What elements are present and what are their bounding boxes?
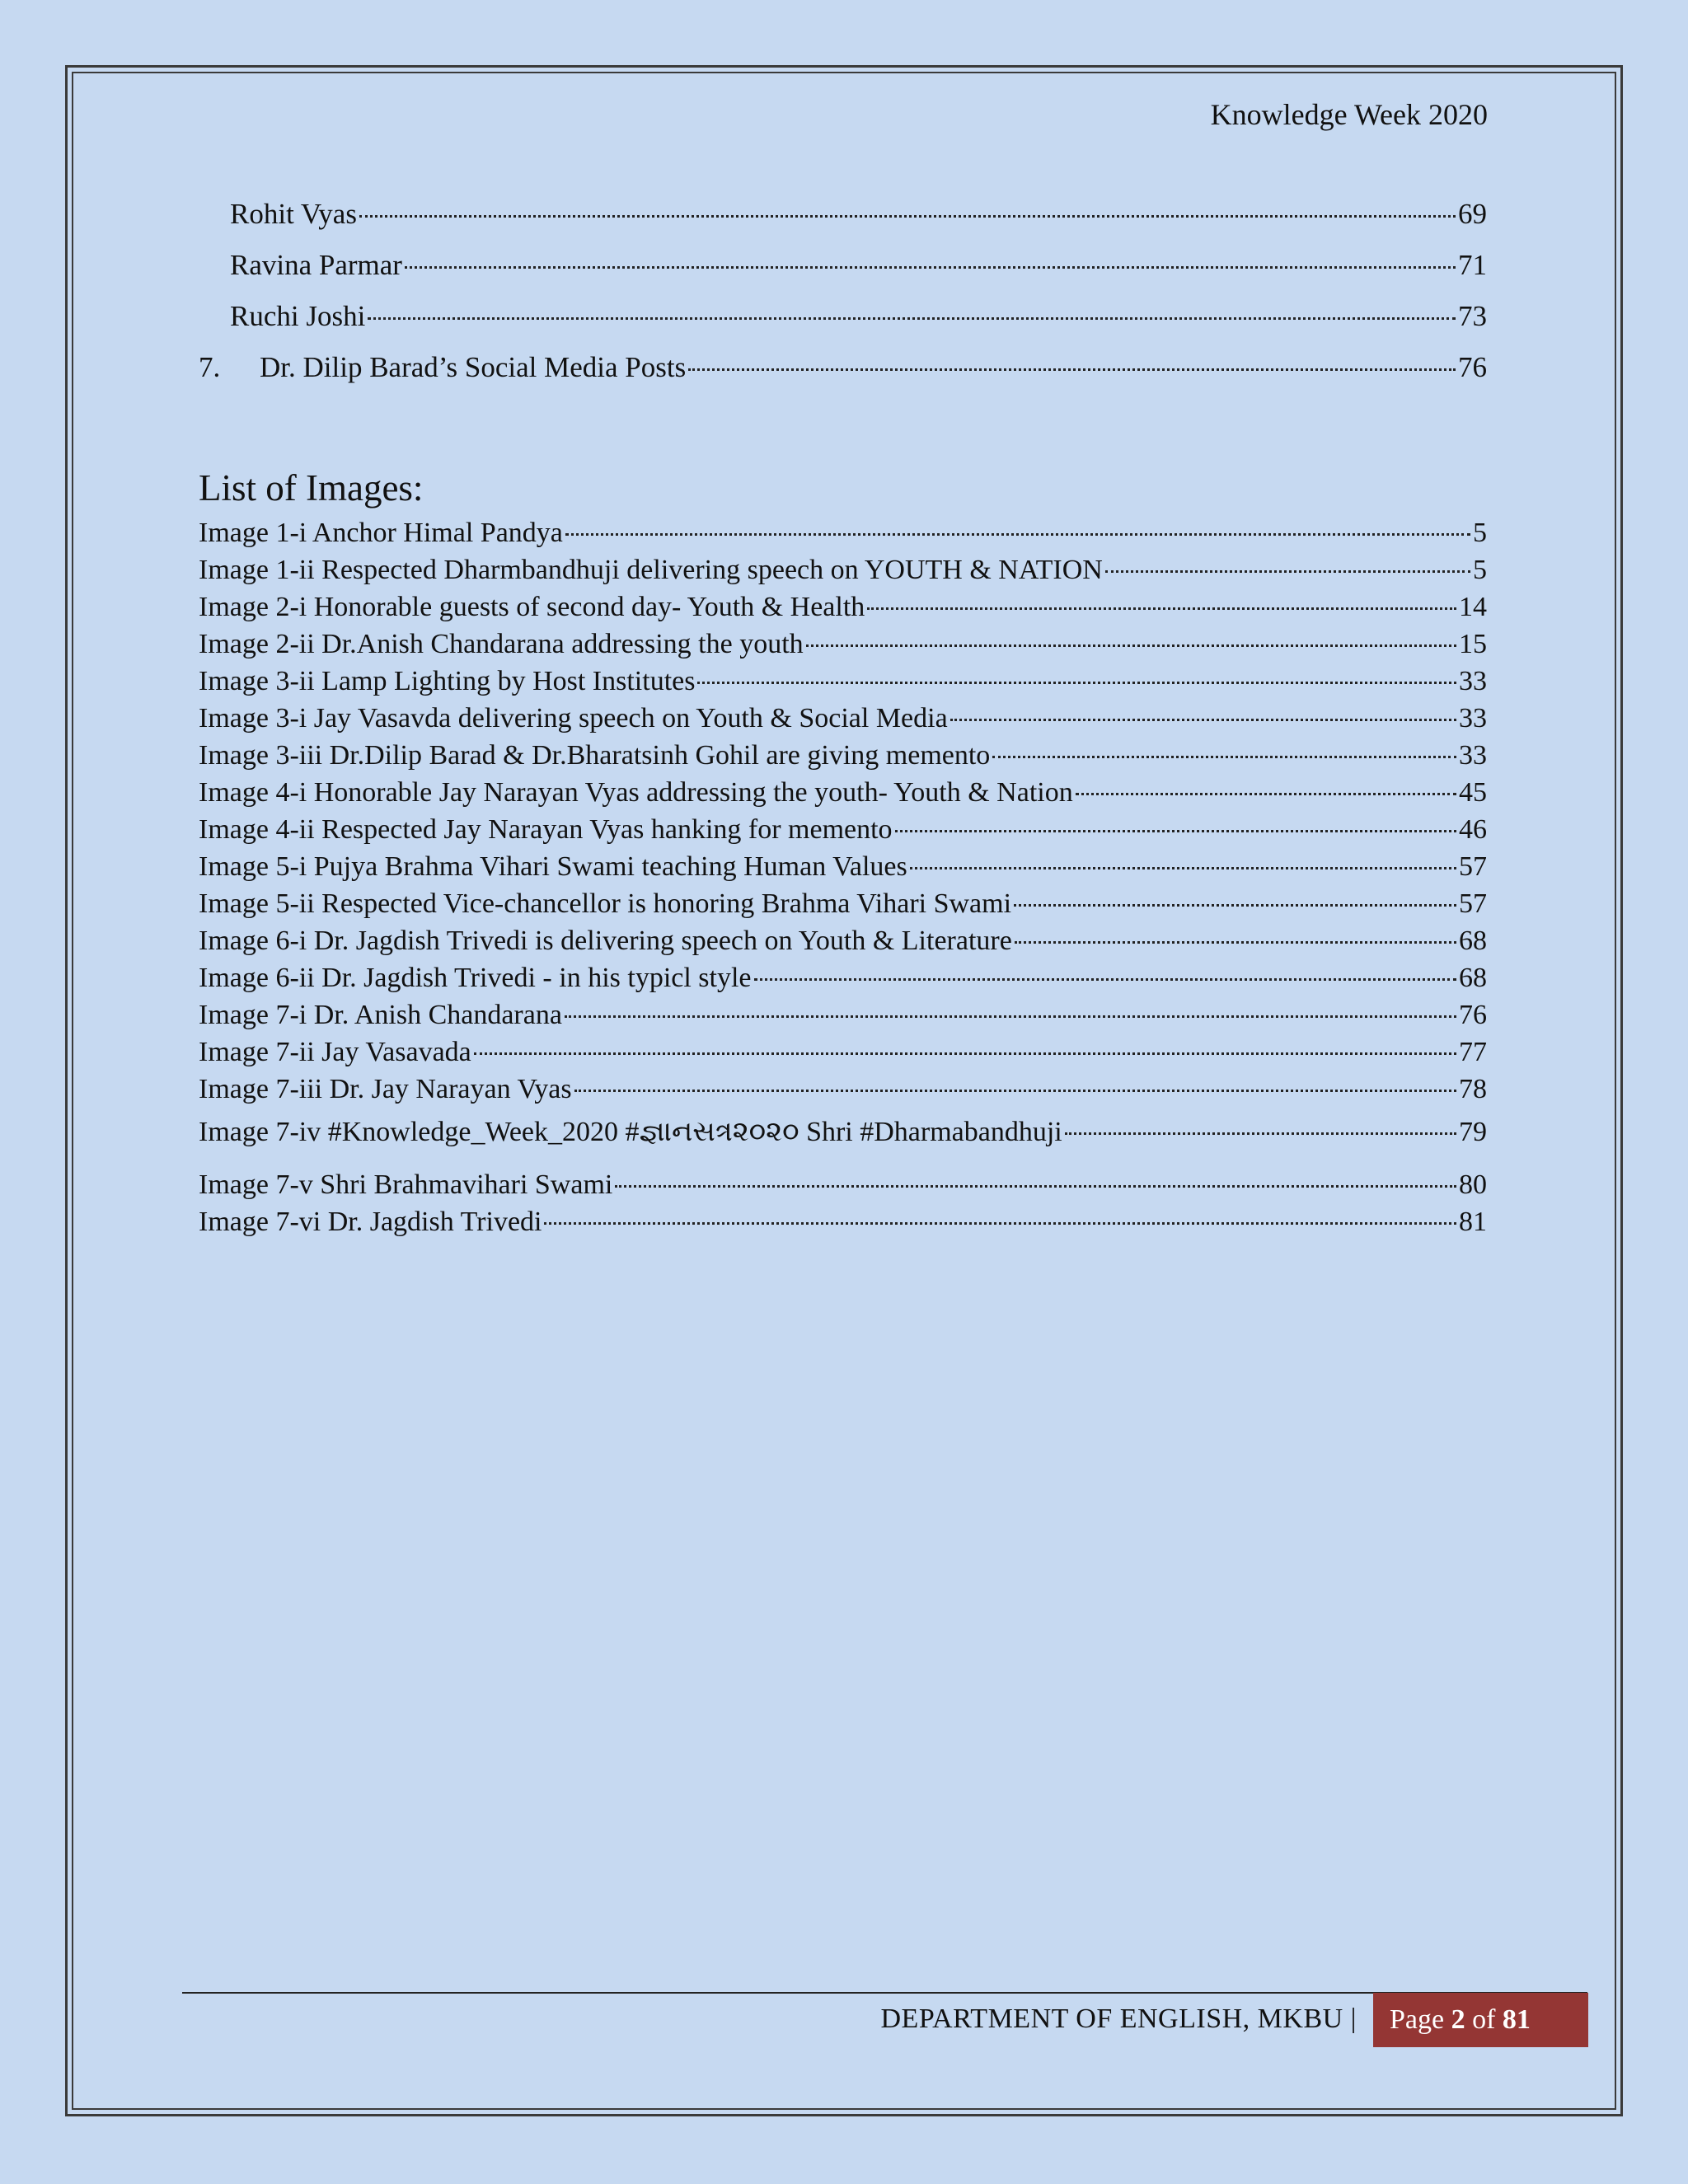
- image-entry-page: 33: [1459, 703, 1487, 733]
- image-entry-label: Image 3-i Jay Vasavda delivering speech on Youth & Social Media: [199, 703, 948, 733]
- image-list-entry[interactable]: [199, 518, 1487, 554]
- image-list-entry[interactable]: [199, 814, 1487, 851]
- toc-entry-label: Rohit Vyas: [230, 198, 357, 230]
- dot-leader: [754, 978, 1456, 981]
- image-list-entry[interactable]: [199, 1074, 1487, 1110]
- toc-entry[interactable]: [199, 249, 1487, 288]
- image-entry-page: 81: [1459, 1207, 1487, 1237]
- toc-entry[interactable]: [199, 300, 1487, 340]
- dot-leader: [359, 215, 1456, 218]
- image-entry-page: 78: [1459, 1074, 1487, 1104]
- dot-leader: [688, 368, 1456, 371]
- image-entry-page: 79: [1459, 1117, 1487, 1147]
- image-entry-label: Image 7-v Shri Brahmavihari Swami: [199, 1169, 613, 1200]
- dot-leader: [1076, 793, 1456, 795]
- total-pages-number: 81: [1502, 2004, 1531, 2035]
- dot-leader: [1065, 1132, 1456, 1135]
- image-entry-label: Image 5-i Pujya Brahma Vihari Swami teaching Human Values: [199, 851, 907, 882]
- dot-leader: [1105, 570, 1470, 573]
- page-word: Page: [1390, 2004, 1445, 2035]
- image-entry-page: 33: [1459, 666, 1487, 696]
- page-of-word: of: [1472, 2004, 1496, 2035]
- image-entry-label: Image 3-ii Lamp Lighting by Host Institutes: [199, 666, 696, 696]
- image-list-entry[interactable]: [199, 1037, 1487, 1073]
- toc-entry[interactable]: [199, 198, 1487, 237]
- image-entry-page: 45: [1459, 777, 1487, 808]
- toc-entry-label: Dr. Dilip Barad’s Social Media Posts: [260, 351, 687, 383]
- list-of-images-heading: List of Images:: [199, 467, 424, 509]
- image-entry-label: Image 1-ii Respected Dharmbandhuji delivering speech on YOUTH & NATION: [199, 555, 1103, 585]
- image-entry-page: 68: [1459, 963, 1487, 993]
- image-list-entry[interactable]: [199, 926, 1487, 962]
- image-entry-label: Image 6-i Dr. Jagdish Trivedi is delivering speech on Youth & Literature: [199, 926, 1012, 956]
- running-header: Knowledge Week 2020: [1210, 98, 1488, 131]
- image-entry-page: 14: [1459, 592, 1487, 622]
- image-list-entry[interactable]: [199, 592, 1487, 628]
- image-entry-label: Image 1-i Anchor Himal Pandya: [199, 518, 563, 548]
- image-entry-label: Image 7-ii Jay Vasavada: [199, 1037, 471, 1067]
- image-list-entry[interactable]: [199, 703, 1487, 739]
- image-entry-page: 68: [1459, 926, 1487, 956]
- image-entry-page: 46: [1459, 814, 1487, 845]
- image-entry-label: Image 2-i Honorable guests of second day- Youth & Health: [199, 592, 865, 622]
- image-entry-label: Image 3-iii Dr.Dilip Barad & Dr.Bharatsinh Gohil are giving memento: [199, 740, 991, 771]
- dot-leader: [405, 266, 1456, 269]
- image-list-entry[interactable]: [199, 555, 1487, 591]
- dot-leader: [565, 533, 1470, 536]
- image-entry-label: Image 4-ii Respected Jay Narayan Vyas hanking for memento: [199, 814, 893, 845]
- dot-leader: [697, 682, 1456, 684]
- page-number-badge: [1373, 1993, 1588, 2047]
- image-list-entry[interactable]: [199, 851, 1487, 888]
- dot-leader: [992, 756, 1456, 758]
- dot-leader: [544, 1222, 1456, 1225]
- image-entry-page: 15: [1459, 629, 1487, 659]
- dot-leader: [1014, 904, 1456, 907]
- current-page-number: 2: [1451, 2004, 1465, 2035]
- toc-entry-label: Ravina Parmar: [230, 249, 402, 281]
- dot-leader: [895, 830, 1456, 832]
- toc-entry-label: Ruchi Joshi: [230, 300, 366, 332]
- image-entry-page: 33: [1459, 740, 1487, 771]
- dot-leader: [867, 607, 1456, 610]
- image-entry-label: Image 7-iv #Knowledge_Week_2020 #જ્ઞાનસત્ર૨૦૨૦ Shri #Dharmabandhuji: [199, 1117, 1062, 1147]
- image-list-entry[interactable]: [199, 1000, 1487, 1036]
- image-entry-label: Image 7-i Dr. Anish Chandarana: [199, 1000, 562, 1030]
- image-entry-page: 76: [1459, 1000, 1487, 1030]
- image-list-entry[interactable]: [199, 740, 1487, 776]
- image-list-entry[interactable]: [199, 1169, 1487, 1206]
- footer-department: DEPARTMENT OF ENGLISH, MKBU |: [880, 2004, 1357, 2034]
- image-list-entry[interactable]: [199, 629, 1487, 665]
- dot-leader: [474, 1052, 1456, 1055]
- image-list-entry[interactable]: [199, 777, 1487, 813]
- image-entry-page: 5: [1473, 555, 1487, 585]
- image-entry-page: 57: [1459, 851, 1487, 882]
- image-entry-label: Image 5-ii Respected Vice-chancellor is honoring Brahma Vihari Swami: [199, 888, 1012, 919]
- toc-entry-page: 73: [1458, 300, 1487, 332]
- image-list-entry[interactable]: [199, 963, 1487, 999]
- toc-entry-number: 7.: [199, 351, 221, 383]
- image-list-entry[interactable]: [199, 666, 1487, 702]
- toc-entry-page: 71: [1458, 249, 1487, 281]
- dot-leader: [368, 317, 1456, 320]
- dot-leader: [950, 719, 1456, 721]
- toc-entry-page: 76: [1458, 351, 1487, 383]
- dot-leader: [1015, 941, 1456, 944]
- dot-leader: [910, 867, 1456, 869]
- image-entry-page: 77: [1459, 1037, 1487, 1067]
- dot-leader: [615, 1185, 1456, 1188]
- image-list-entry[interactable]: [199, 1207, 1487, 1243]
- image-entry-label: Image 7-vi Dr. Jagdish Trivedi: [199, 1207, 542, 1237]
- image-entry-label: Image 4-i Honorable Jay Narayan Vyas addressing the youth- Youth & Nation: [199, 777, 1073, 808]
- image-list-entry[interactable]: [199, 888, 1487, 925]
- image-entry-label: Image 6-ii Dr. Jagdish Trivedi - in his typicl style: [199, 963, 752, 993]
- image-entry-label: Image 7-iii Dr. Jay Narayan Vyas: [199, 1074, 572, 1104]
- image-entry-page: 80: [1459, 1169, 1487, 1200]
- image-list-entry[interactable]: [199, 1117, 1487, 1153]
- image-entry-page: 57: [1459, 888, 1487, 919]
- toc-entry-page: 69: [1458, 198, 1487, 230]
- image-entry-page: 5: [1473, 518, 1487, 548]
- dot-leader: [565, 1015, 1456, 1018]
- dot-leader: [806, 644, 1456, 647]
- image-entry-label: Image 2-ii Dr.Anish Chandarana addressing the youth: [199, 629, 804, 659]
- toc-entry[interactable]: [199, 351, 1487, 391]
- dot-leader: [574, 1090, 1456, 1092]
